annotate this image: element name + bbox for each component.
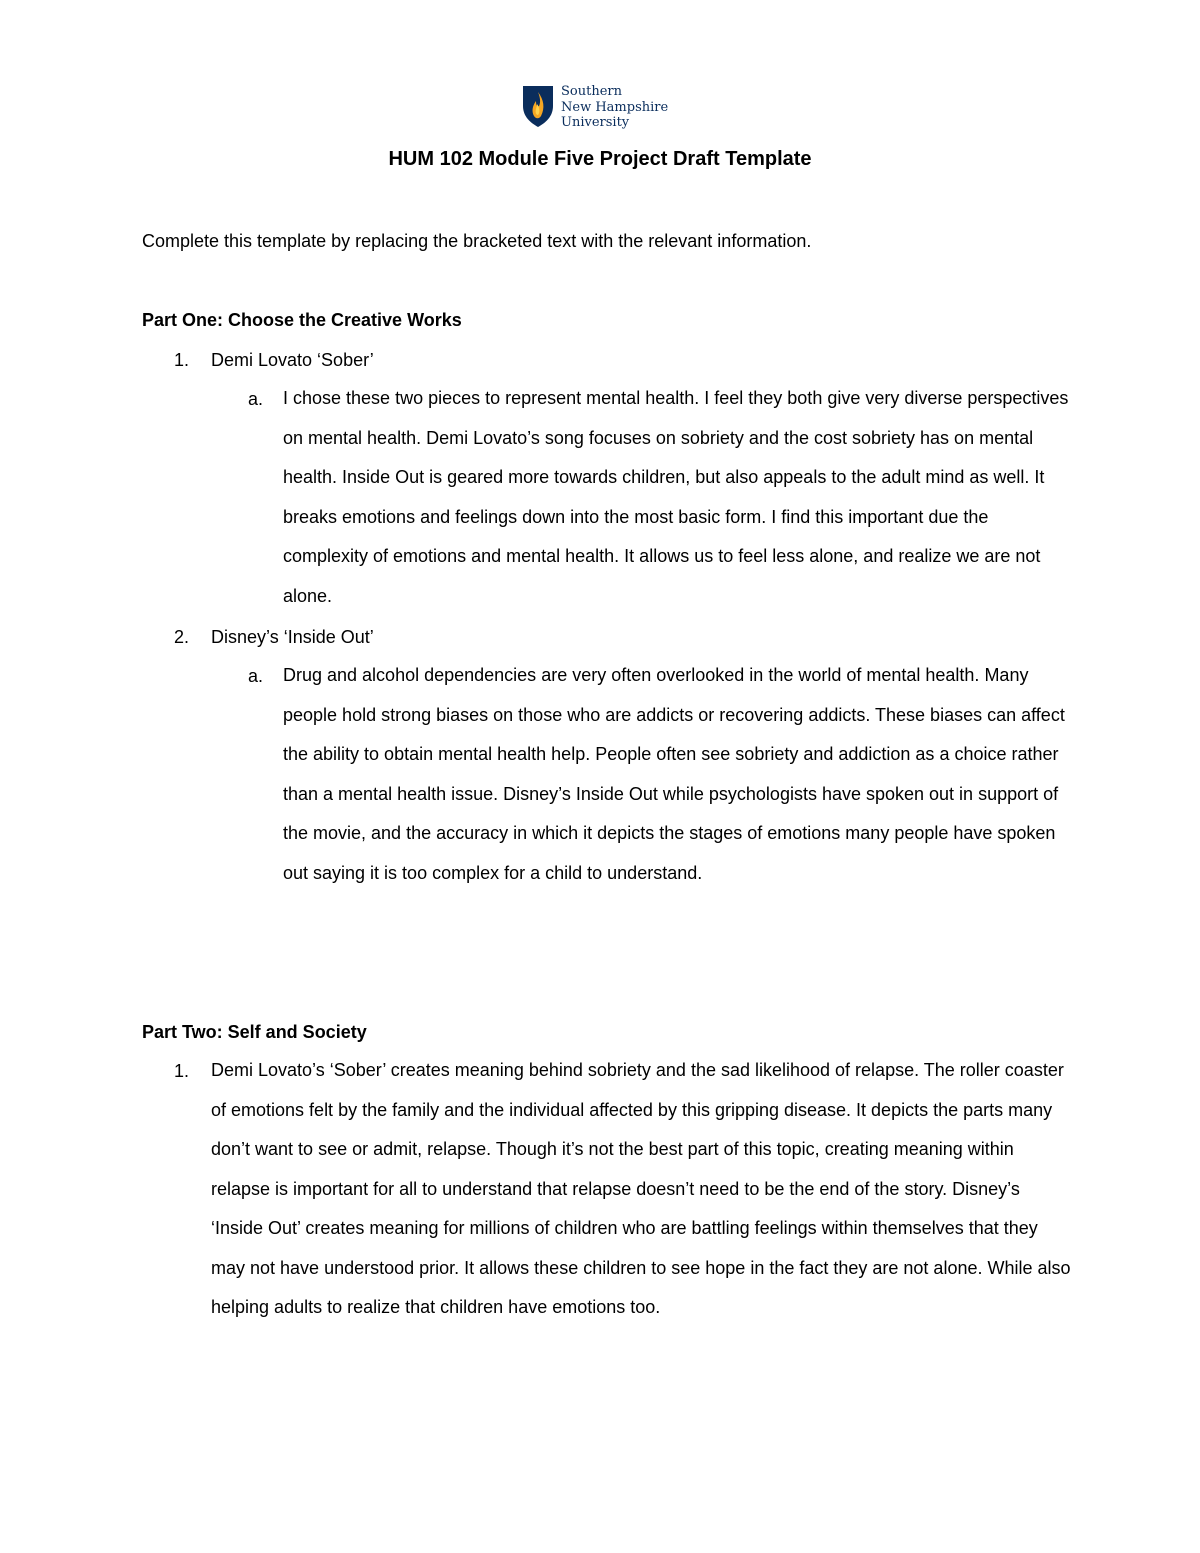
logo-line-1: Southern	[561, 84, 622, 99]
list-number: 1.	[174, 1061, 190, 1081]
logo-line-2: New Hampshire	[561, 99, 669, 115]
logo-wordmark	[561, 84, 668, 131]
university-logo	[521, 84, 681, 132]
sub-list-letter: a.	[248, 666, 264, 686]
part-one-heading: Part One: Choose the Creative Works	[142, 310, 462, 330]
logo-line-3: University	[561, 115, 630, 130]
sub-list-letter: a.	[248, 389, 264, 409]
page-title: HUM 102 Module Five Project Draft Template	[388, 148, 812, 170]
instructions-text: Complete this template by replacing the bracketed text with the relevant information.	[142, 231, 812, 251]
list-item-title: Disney’s ‘Inside Out’	[211, 627, 374, 647]
list-number: 1.	[174, 350, 190, 370]
list-item-paragraph: Demi Lovato’s ‘Sober’ creates meaning behind sobriety and the sad likelihood of relapse. The roller coaster of emotions felt by the family and the individual affected by this gripping disease. It depicts the parts many don’t want to see or admit, relapse. Though it’s not the best part of this topic, creating meaning within relapse is important for all to understand that relapse doesn’t need to be the end of the story. Disney’s ‘Inside Out’ creates meaning for millions of children who are battling feelings within themselves that they may not have understood prior. It allows these children to see hope in the fact they are not alone. While also helping adults to realize that children have emotions too.	[211, 1060, 1071, 1317]
list-number: 2.	[174, 627, 190, 647]
flame-shield-icon	[521, 84, 555, 128]
list-item-paragraph: I chose these two pieces to represent mental health. I feel they both give very diverse perspectives on mental health. Demi Lovato’s song focuses on sobriety and the cost sobriety has on mental health. Inside Out is geared more towards children, but also appeals to the adult mind as well. It breaks emotions and feelings down into the most basic form. I find this important due the complexity of emotions and mental health. It allows us to feel less alone, and realize we are not alone.	[283, 388, 1069, 606]
list-item-title: Demi Lovato ‘Sober’	[211, 350, 374, 370]
list-item-paragraph: Drug and alcohol dependencies are very often overlooked in the world of mental health. Many people hold strong biases on those who are addicts or recovering addicts. These biases can affect the ability to obtain mental health help. People often see sobriety and addiction as a choice rather than a mental health issue. Disney’s Inside Out while psychologists have spoken out in support of the movie, and the accuracy in which it depicts the stages of emotions many people have spoken out saying it is too complex for a child to understand.	[283, 665, 1065, 883]
part-two-heading: Part Two: Self and Society	[142, 1022, 367, 1042]
